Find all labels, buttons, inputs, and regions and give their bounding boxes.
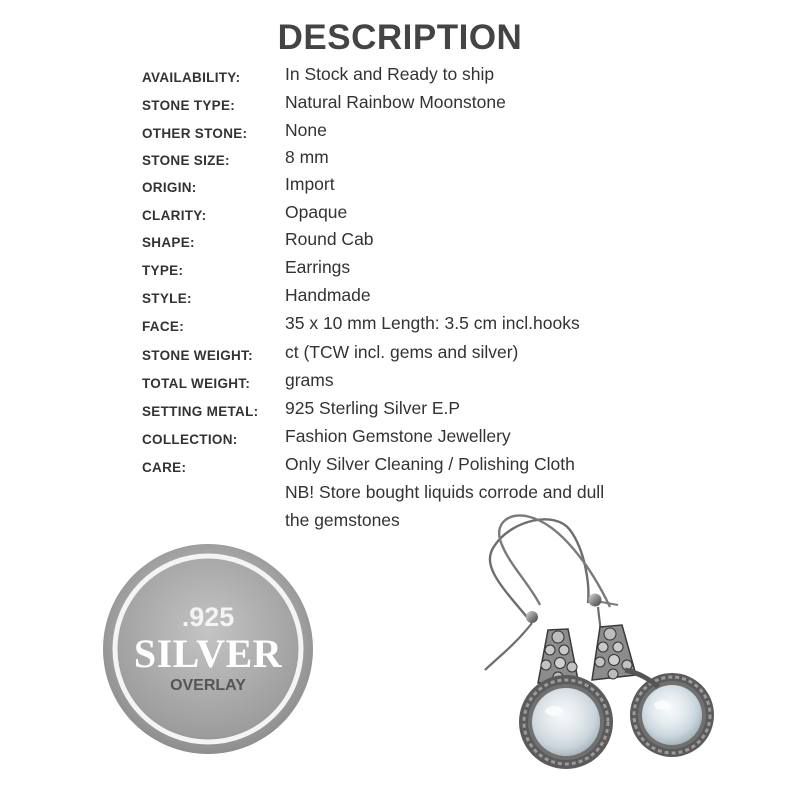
spec-row-stone-size bbox=[0, 147, 800, 175]
spec-value: grams bbox=[285, 370, 334, 390]
spec-row-stone-weight bbox=[0, 342, 800, 370]
spec-value: Earrings bbox=[285, 257, 351, 277]
spec-row-style bbox=[0, 285, 800, 313]
spec-row-face bbox=[0, 313, 800, 341]
spec-value: 8 mm bbox=[285, 147, 329, 167]
spec-value: ct (TCW incl. gems and silver) bbox=[285, 342, 519, 362]
spec-value: Round Cab bbox=[285, 229, 374, 249]
spec-row-origin bbox=[0, 174, 800, 202]
silver-overlay-badge bbox=[98, 540, 318, 758]
spec-label: ORIGIN: bbox=[142, 180, 197, 195]
spec-row-shape bbox=[0, 229, 800, 257]
spec-row-collection bbox=[0, 426, 800, 454]
badge-metal: SILVER bbox=[133, 631, 283, 676]
spec-label: STONE TYPE: bbox=[142, 98, 236, 113]
spec-row-care bbox=[0, 454, 800, 482]
spec-row-setting-metal bbox=[0, 398, 800, 426]
spec-value: None bbox=[285, 120, 327, 140]
spec-label: STONE WEIGHT: bbox=[142, 348, 253, 363]
spec-label: STYLE: bbox=[142, 291, 192, 306]
spec-row-clarity bbox=[0, 202, 800, 230]
spec-label: CLARITY: bbox=[142, 208, 207, 223]
spec-value: Only Silver Cleaning / Polishing Cloth bbox=[285, 454, 575, 474]
spec-label: TOTAL WEIGHT: bbox=[142, 376, 251, 391]
spec-row-other-stone bbox=[0, 120, 800, 148]
spec-label: FACE: bbox=[142, 319, 184, 334]
spec-label: COLLECTION: bbox=[142, 432, 238, 447]
spec-value: Import bbox=[285, 174, 335, 194]
spec-value: Natural Rainbow Moonstone bbox=[285, 92, 506, 112]
spec-label: SHAPE: bbox=[142, 235, 195, 250]
badge-purity: .925 bbox=[181, 602, 235, 632]
spec-row-type bbox=[0, 257, 800, 285]
spec-row-stone-type bbox=[0, 92, 800, 120]
spec-value: 35 x 10 mm Length: 3.5 cm incl.hooks bbox=[285, 313, 580, 333]
spec-value: Handmade bbox=[285, 285, 371, 305]
spec-value: In Stock and Ready to ship bbox=[285, 64, 495, 84]
spec-label: STONE SIZE: bbox=[142, 153, 230, 168]
spec-label: CARE: bbox=[142, 460, 187, 475]
spec-value: 925 Sterling Silver E.P bbox=[285, 398, 461, 418]
spec-row-availability bbox=[0, 64, 800, 92]
spec-value: Fashion Gemstone Jewellery bbox=[285, 426, 511, 446]
page-title: DESCRIPTION bbox=[277, 18, 523, 57]
spec-label: AVAILABILITY: bbox=[142, 70, 241, 85]
spec-row-total-weight bbox=[0, 370, 800, 398]
spec-label: OTHER STONE: bbox=[142, 126, 248, 141]
spec-value: Opaque bbox=[285, 202, 348, 222]
spec-label: SETTING METAL: bbox=[142, 404, 259, 419]
care-note-line: the gemstones bbox=[285, 510, 400, 530]
earrings-product-image bbox=[440, 505, 740, 795]
badge-finish: OVERLAY bbox=[170, 677, 246, 694]
spec-label: TYPE: bbox=[142, 263, 184, 278]
care-note-line: NB! Store bought liquids corrode and dull bbox=[285, 482, 605, 502]
